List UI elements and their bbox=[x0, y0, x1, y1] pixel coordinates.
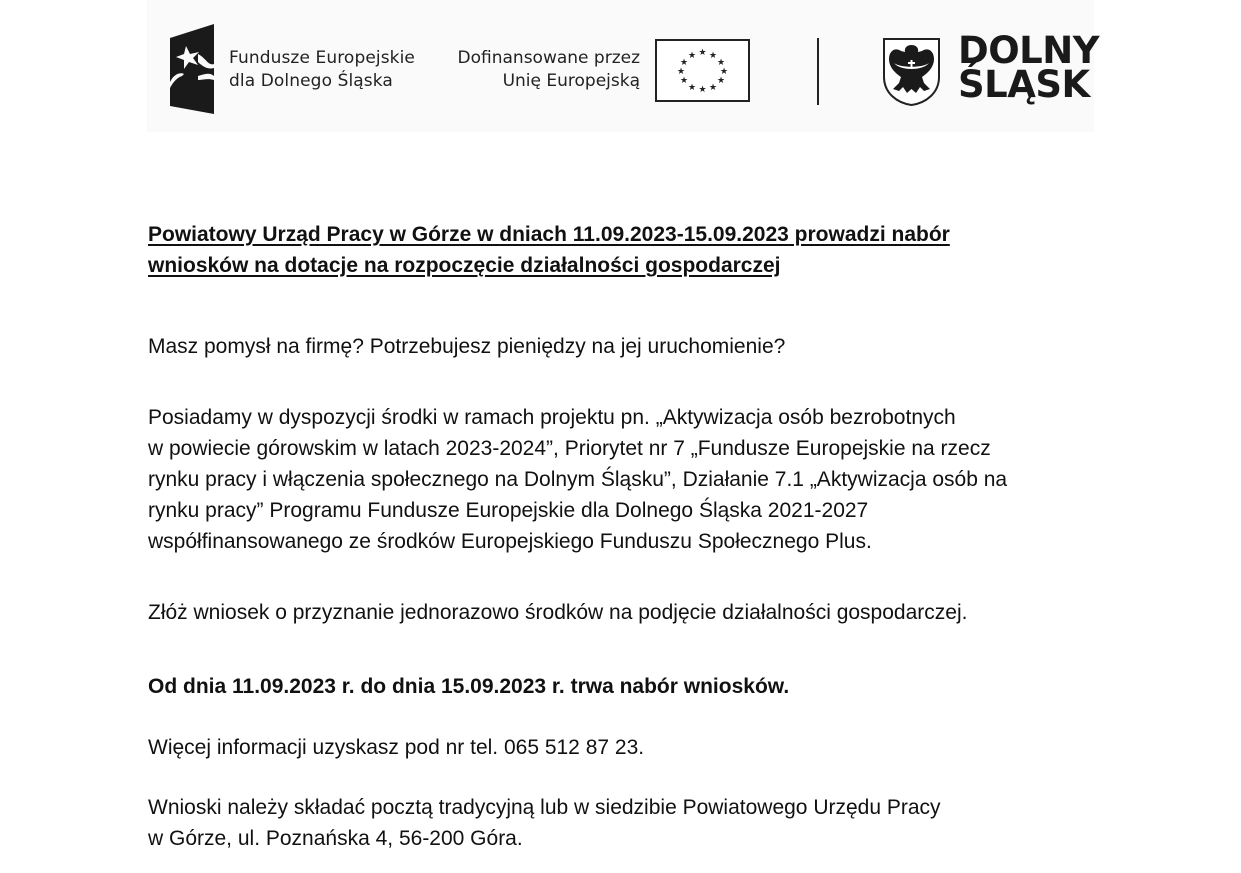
svg-text:★: ★ bbox=[716, 76, 726, 86]
logo-divider bbox=[817, 38, 819, 105]
eu-logo-line2: Unię Europejską bbox=[502, 71, 640, 91]
paragraph-question bbox=[148, 331, 785, 362]
svg-text:★: ★ bbox=[698, 85, 707, 95]
paragraph-line: w Górze, ul. Poznańska 4, 56-200 Góra. bbox=[148, 827, 523, 850]
paragraph-line: rynku pracy” Programu Fundusze Europejskie dla Dolnego Śląska 2021-2027 bbox=[148, 499, 869, 522]
svg-text:★: ★ bbox=[679, 76, 689, 86]
paragraph-dates bbox=[148, 671, 789, 702]
paragraph-phone bbox=[148, 732, 644, 763]
eu-logo-line1: Dofinansowane przez bbox=[457, 48, 640, 68]
fe-star-icon bbox=[168, 24, 216, 114]
svg-text:★: ★ bbox=[687, 83, 697, 93]
paragraph-address bbox=[148, 792, 941, 854]
paragraph-line: Posiadamy w dyspozycji środki w ramach projektu pn. „Aktywizacja osób bezrobotnych bbox=[148, 406, 956, 429]
svg-text:★: ★ bbox=[698, 48, 707, 58]
svg-text:★: ★ bbox=[719, 67, 729, 77]
svg-text:★: ★ bbox=[708, 51, 718, 61]
paragraph-line: Złóż wniosek o przyznanie jednorazowo środków na podjęcie działalności gospodarczej. bbox=[148, 601, 968, 624]
dolny-slask-wordmark bbox=[958, 29, 1100, 106]
paragraph-apply bbox=[148, 597, 967, 628]
eu-stars-icon bbox=[657, 41, 748, 100]
svg-text:★: ★ bbox=[687, 51, 697, 61]
paragraph-line: Wnioski należy składać pocztą tradycyjną lub w siedzibie Powiatowego Urzędu Pracy bbox=[148, 796, 941, 819]
eu-logo-text bbox=[440, 47, 640, 93]
paragraph-project-funding bbox=[148, 402, 1007, 557]
eagle-coat-of-arms-icon bbox=[882, 37, 941, 107]
paragraph-line: współfinansowanego ze środków Europejskiego Funduszu Społecznego Plus. bbox=[148, 530, 872, 553]
paragraph-line: rynku pracy i włączenia społecznego na Dolnym Śląsku”, Działanie 7.1 „Aktywizacja osób na bbox=[148, 468, 1008, 491]
title-line2: wniosków na dotacje na rozpoczęcie działalności gospodarczej bbox=[148, 254, 781, 277]
title-line1: Powiatowy Urząd Pracy w Górze w dniach 11.09.2023-15.09.2023 prowadzi nabór bbox=[148, 223, 950, 246]
paragraph-line: Masz pomysł na firmę? Potrzebujesz pieniędzy na jej uruchomienie? bbox=[148, 335, 786, 358]
svg-text:★: ★ bbox=[679, 58, 689, 68]
fe-logo-text bbox=[229, 47, 415, 93]
paragraph-line: w powiecie górowskim w latach 2023-2024”, Priorytet nr 7 „Fundusze Europejskie na rzecz bbox=[148, 437, 991, 460]
svg-text:★: ★ bbox=[708, 83, 718, 93]
fe-logo-line1: Fundusze Europejskie bbox=[229, 48, 415, 68]
svg-text:★: ★ bbox=[676, 67, 686, 77]
document-title bbox=[148, 219, 950, 281]
eu-flag-icon bbox=[655, 39, 750, 102]
paragraph-line: Więcej informacji uzyskasz pod nr tel. 065 512 87 23. bbox=[148, 736, 645, 759]
paragraph-line: Od dnia 11.09.2023 r. do dnia 15.09.2023 r. trwa nabór wniosków. bbox=[148, 675, 790, 698]
dolny-slask-line1: DOLNY bbox=[958, 29, 1100, 72]
dolny-slask-line2: ŚLĄSK bbox=[958, 63, 1090, 106]
fe-logo-line2: dla Dolnego Śląska bbox=[229, 71, 393, 91]
svg-text:★: ★ bbox=[716, 58, 726, 68]
